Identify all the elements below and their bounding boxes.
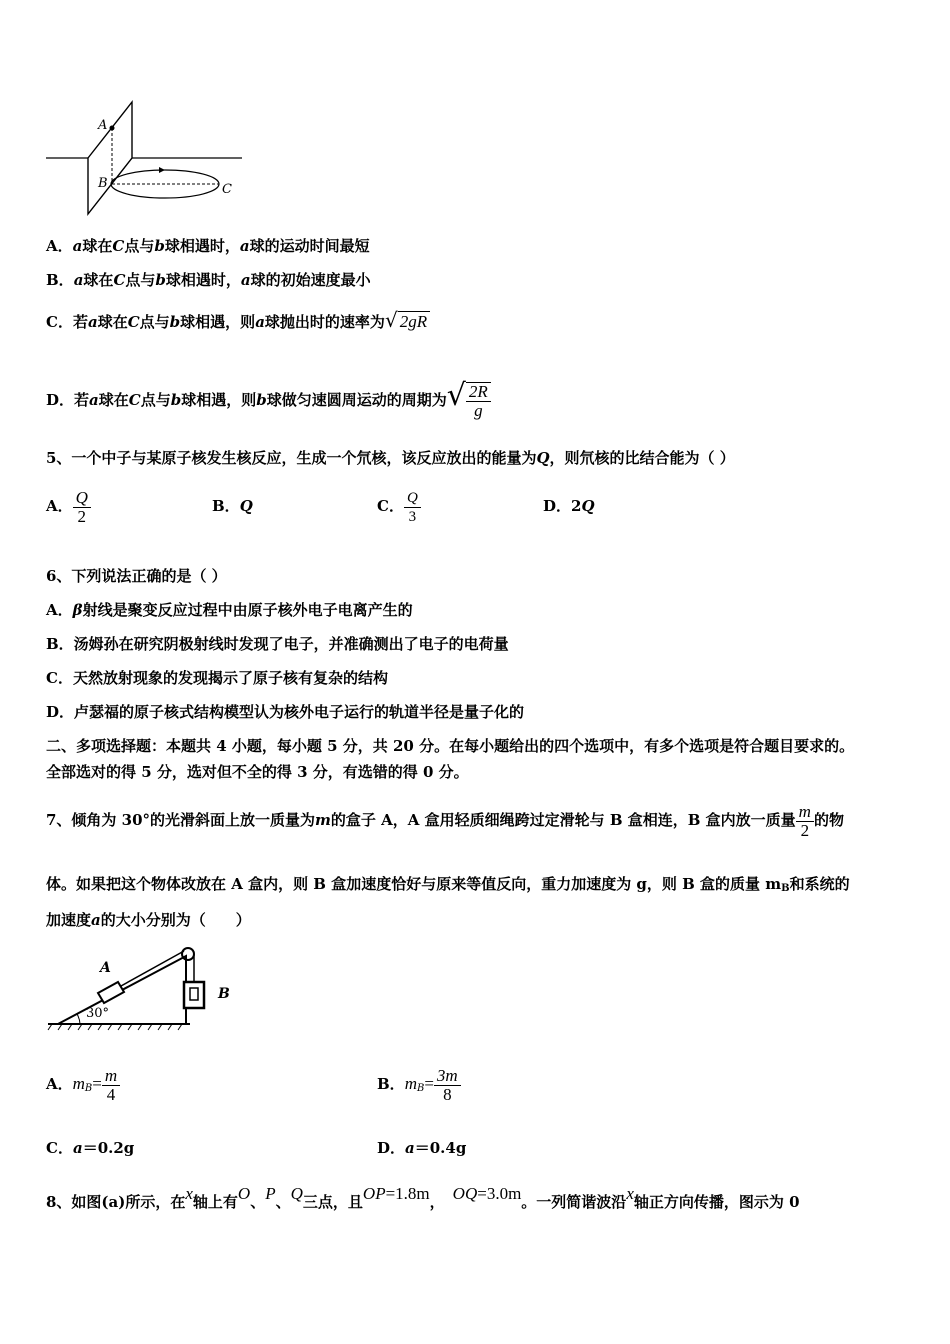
q4-cone-figure <box>44 98 254 218</box>
q7-option-d: D．a＝0.4g <box>377 1139 467 1157</box>
q7-option-a: A．$m_B=$ $\frac{m}{4}$ <box>46 1054 120 1119</box>
q7-option-b: B．$m_B=$ $\frac{3m}{8}$ <box>377 1054 461 1119</box>
q5-option-d: D．2Q <box>543 497 595 515</box>
q7-options-ab <box>46 1054 906 1114</box>
q7-fig-label-a: A <box>100 960 111 976</box>
q4-fig-label-c: C <box>222 182 232 197</box>
q6-option-b: B．汤姆孙在研究阴极射线时发现了电子，并准确测出了电子的电荷量 <box>46 635 509 653</box>
q6-option-d: D．卢瑟福的原子核式结构模型认为核外电子运行的轨道半径是量子化的 <box>46 703 525 721</box>
q5-option-a: A． $\frac{Q}{2}$ <box>46 486 91 526</box>
q5-stem: 5、一个中子与某原子核发生核反应，生成一个氘核，该反应放出的能量为Q，则氘核的比结合能为（ ） <box>46 449 735 467</box>
q7-option-c: C．a＝0.2g <box>46 1139 135 1157</box>
q4-option-a: A．a球在C点与b球相遇时，a球的运动时间最短 <box>46 237 370 255</box>
section2-heading: 二、多项选择题：本题共 4 小题，每小题 5 分，共 20 分。在每小题给出的四个选项中，有多个选项是符合题目要求的。 <box>46 737 855 755</box>
q7-stem-line2: 体。如果把这个物体改放在 A 盒内，则 B 盒加速度恰好与原来等值反向，重力加速度为 g，则 B 盒的质量 $m_B$和系统的 <box>46 875 850 894</box>
q4-fig-label-b: B <box>98 176 108 191</box>
q4-option-d: D．若a球在C点与b球相遇，则b球做匀速圆周运动的周期为√ $\frac{2R}{g}$ <box>46 374 491 422</box>
q7-options-cd <box>46 1138 906 1158</box>
q6-option-a: A．β射线是聚变反应过程中由原子核外电子电离产生的 <box>46 601 413 619</box>
q8-stem: 8、如图(a)所示，在x轴上有O、P、Q三点，且OP=1.8m， OQ=3.0m。一列简谐波沿x轴正方向传播，图示为 0 <box>46 1184 800 1211</box>
q7-fig-label-b: B <box>218 986 230 1002</box>
q5-option-c: C． $\frac{Q}{3}$ <box>377 486 421 526</box>
q6-option-c: C．天然放射现象的发现揭示了原子核有复杂的结构 <box>46 669 388 687</box>
section2-scoring: 全部选对的得 5 分，选对但不全的得 3 分，有选错的得 0 分。 <box>46 763 469 781</box>
q5-option-b: B．Q <box>212 497 253 515</box>
q7-stem-line3: 加速度a的大小分别为（ ） <box>46 911 251 929</box>
q4-option-b: B．a球在C点与b球相遇时，a球的初始速度最小 <box>46 271 371 289</box>
q7-incline-figure <box>46 942 246 1032</box>
q4-fig-label-a: A <box>98 118 108 133</box>
q7-fig-angle: 30° <box>86 1006 110 1021</box>
frac-2R-over-g: $\frac{2R}{g}$ <box>466 382 491 420</box>
q4-option-c: C．若a球在C点与b球相遇，则a球抛出时的速率为√ 2gR <box>46 310 430 332</box>
q7-stem-line1: 7、倾角为 30°的光滑斜面上放一质量为m的盒子 A，A 盒用轻质细绳跨过定滑轮与 B 盒相连，B 盒内放一质量 $\frac{m}{2}$ 的物 <box>46 801 844 840</box>
sqrt-2gR: 2gR <box>398 311 430 332</box>
q6-stem: 6、下列说法正确的是（ ） <box>46 567 227 585</box>
